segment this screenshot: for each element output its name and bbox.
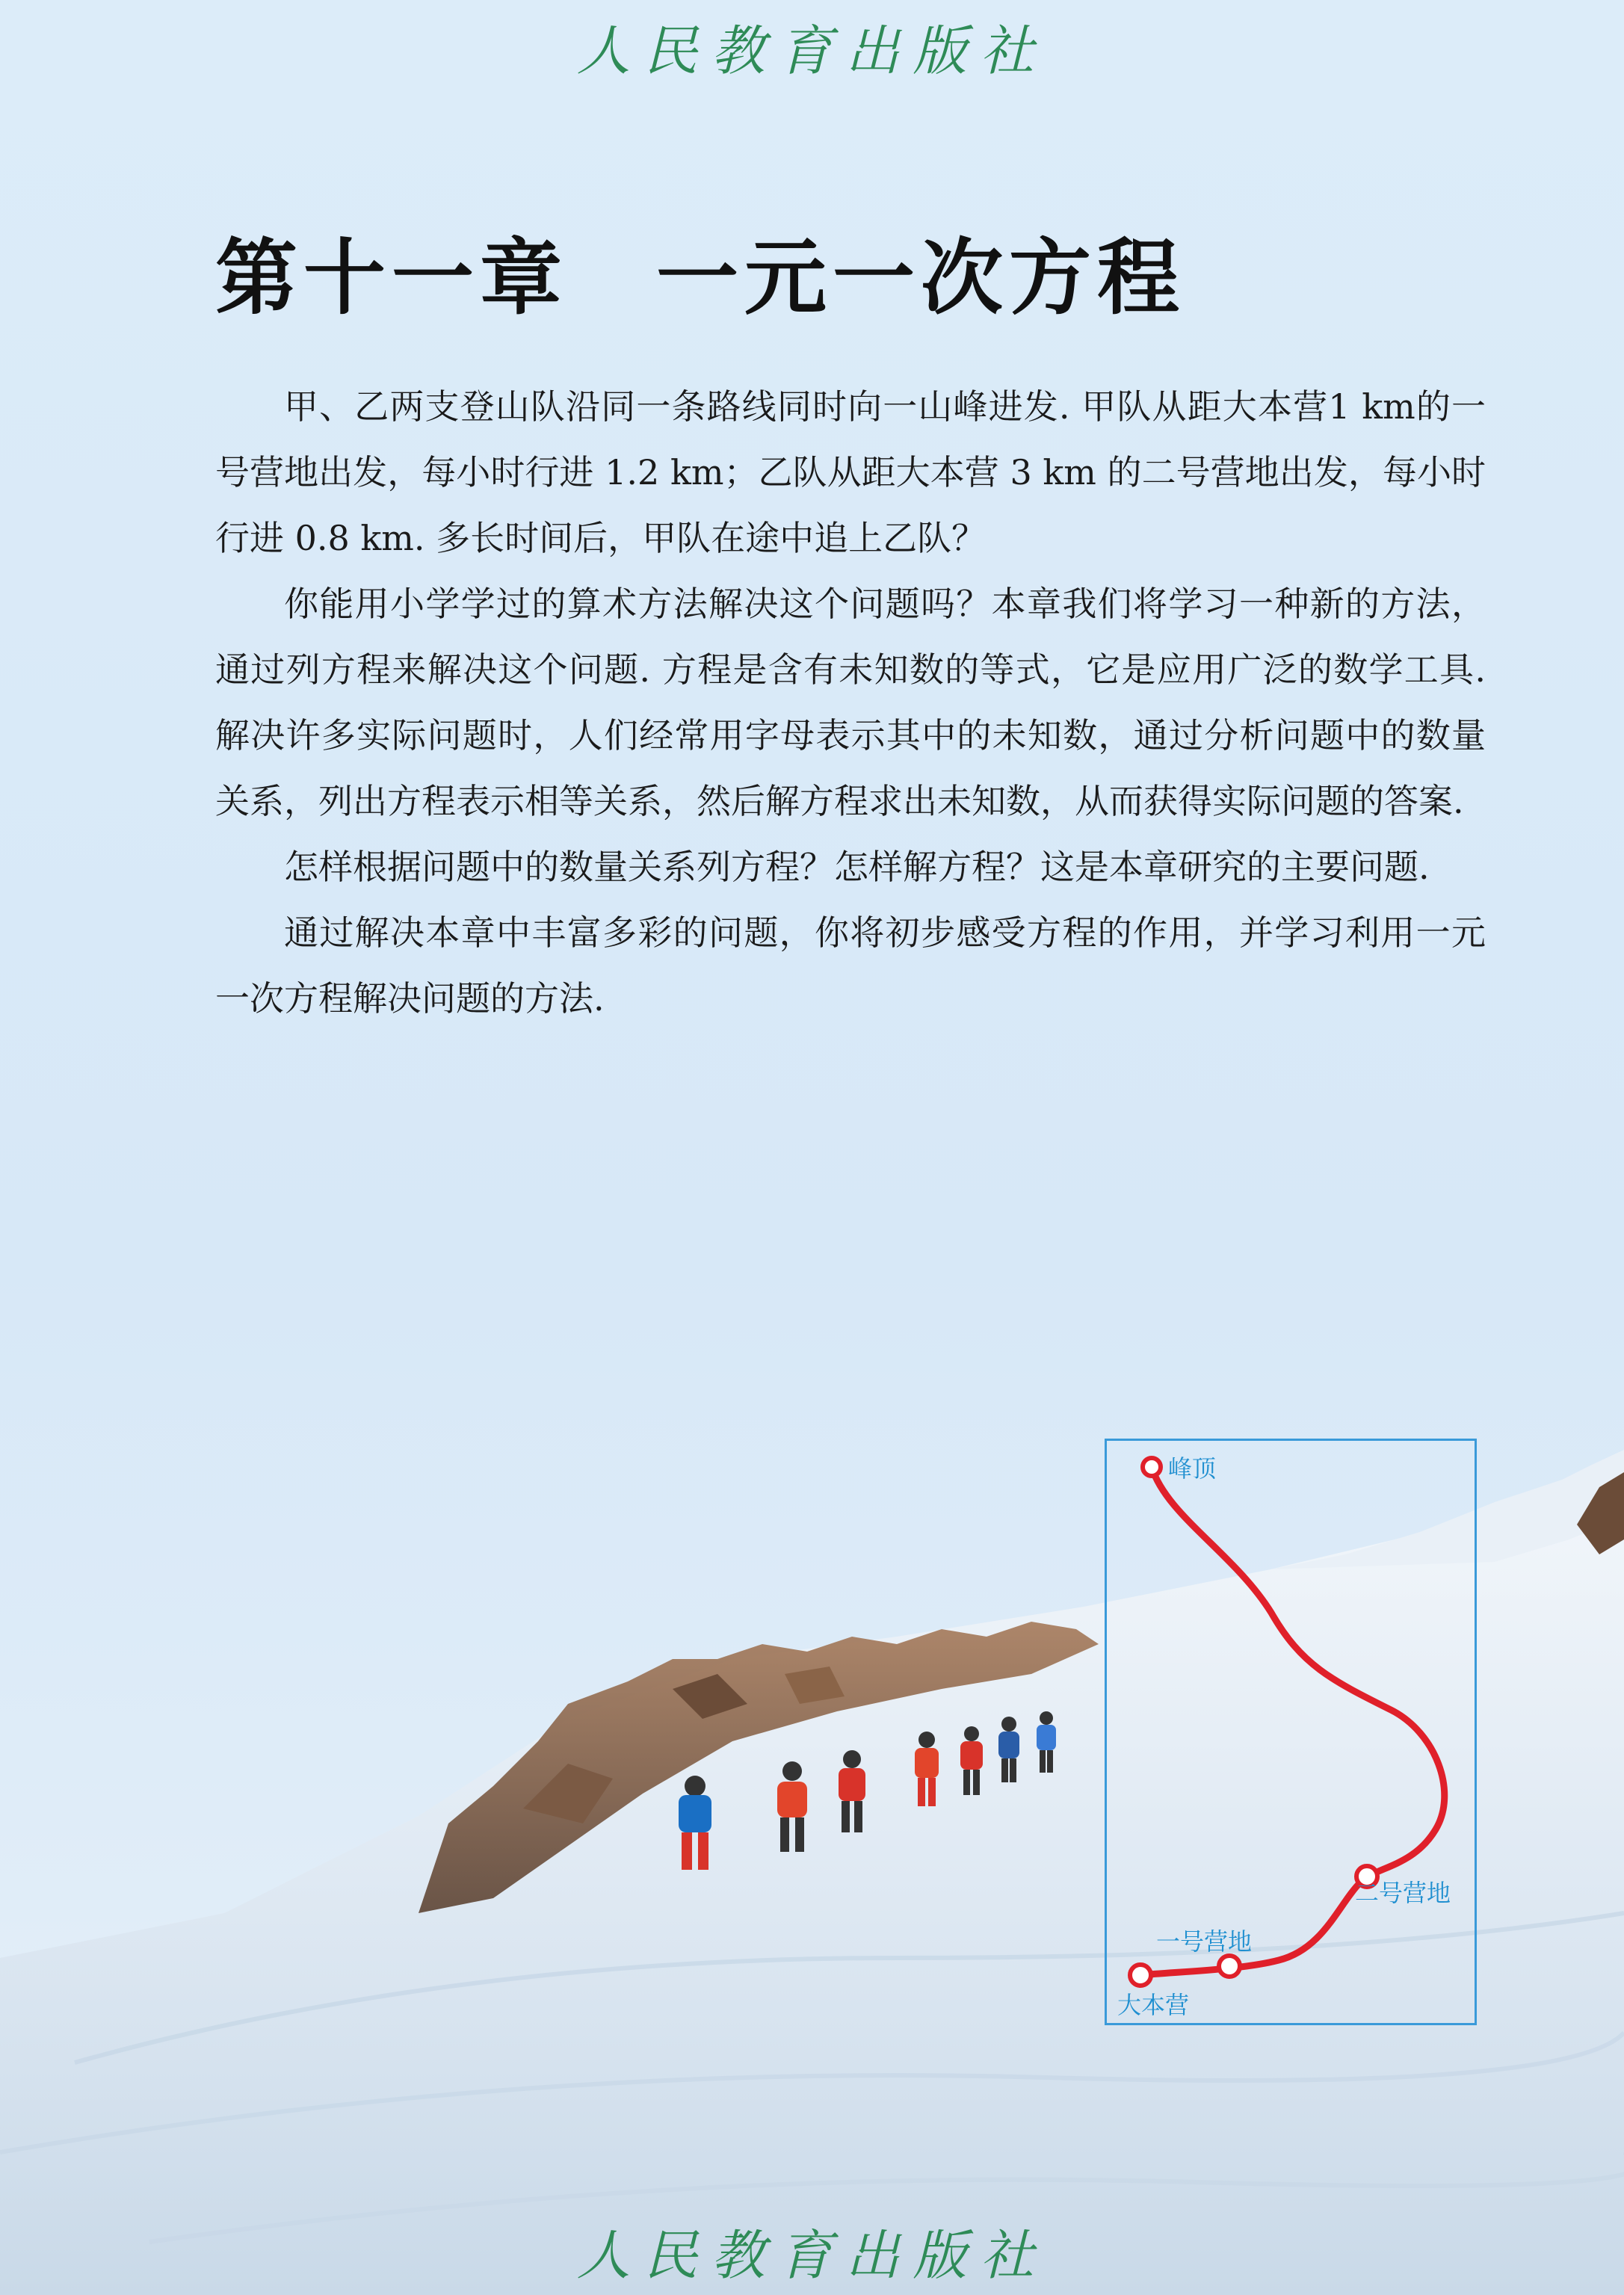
base-camp-label: 大本营 bbox=[1117, 1991, 1190, 2019]
publisher-logo-bottom: 人民教育出版社 bbox=[576, 2224, 1048, 2287]
camp1-marker bbox=[1219, 1956, 1240, 1977]
paragraph-goal: 通过解决本章中丰富多彩的问题，你将初步感受方程的作用，并学习利用一元一次方程解决问题的方法. bbox=[215, 912, 1486, 1019]
summit-marker bbox=[1143, 1458, 1161, 1476]
paragraph-method: 你能用小学学过的算术方法解决这个问题吗？本章我们将学习一种新的方法，通过列方程来解决这个问题. 方程是含有未知数的等式，它是应用广泛的数学工具. 解决许多实际问题时，人们经常用字母表示其中的未知数，通过分析问题中的数量关系，列出方程表示相等关系，然后解方程求出未知数，从而获得实际问题的答案. bbox=[215, 584, 1486, 821]
paragraph-problem: 甲、乙两支登山队沿同一条路线同时向一山峰进发. 甲队从距大本营1 km的一号营地出发，每小时行进 1.2 km；乙队从距大本营 3 km 的二号营地出发，每小时行进 0.8 km. 多长时间后，甲队在途中追上乙队？ bbox=[215, 386, 1486, 558]
camp1-label: 一号营地 bbox=[1156, 1927, 1253, 1956]
chapter-intro-text bbox=[215, 374, 1486, 1031]
chapter-title: 第十一章 一元一次方程 bbox=[215, 229, 1185, 326]
paragraph-questions: 怎样根据问题中的数量关系列方程？怎样解方程？这是本章研究的主要问题. bbox=[284, 847, 1430, 887]
route-map-panel bbox=[1105, 1439, 1477, 2025]
camp2-label: 二号营地 bbox=[1355, 1879, 1451, 1907]
publisher-logo-top: 人民教育出版社 bbox=[576, 19, 1048, 82]
summit-label: 峰顶 bbox=[1168, 1454, 1217, 1483]
base-camp-marker bbox=[1130, 1965, 1151, 1986]
